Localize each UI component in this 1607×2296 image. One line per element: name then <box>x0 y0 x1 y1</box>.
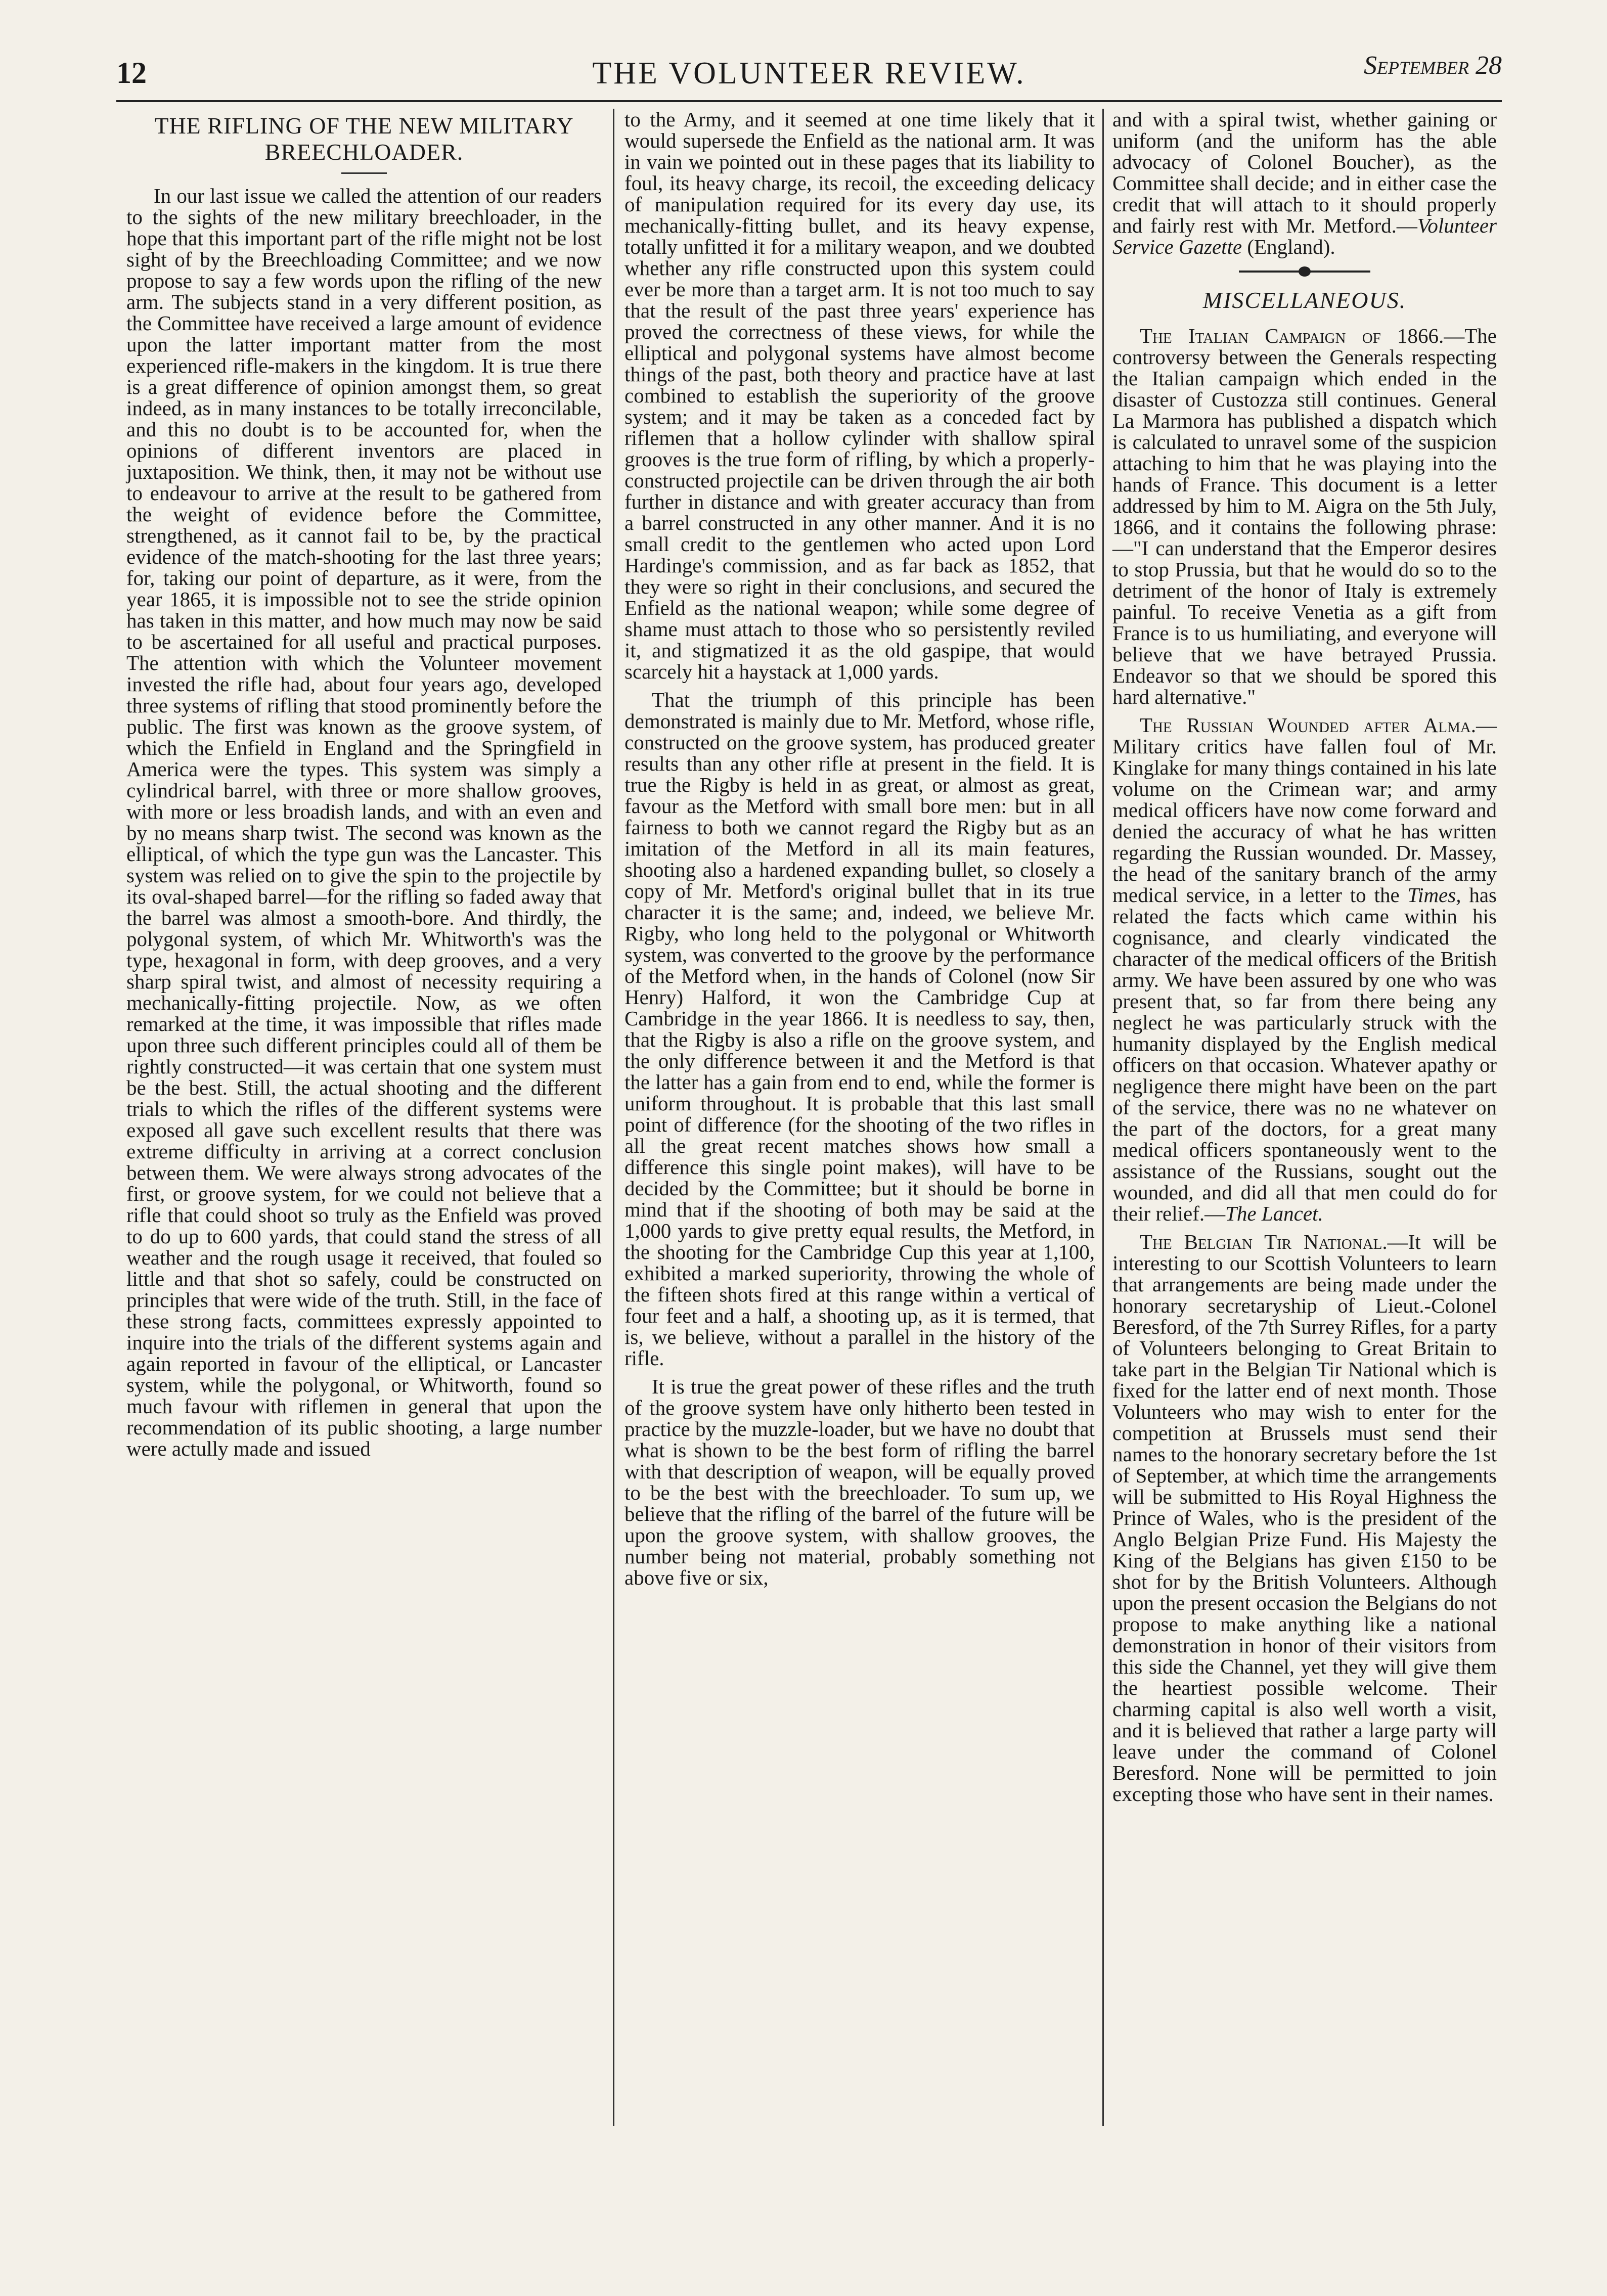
article-paragraph: In our last issue we called the attention of our readers to the sights of the new military breechloader, in the hope that this important part of the rifle might not be lost sight of by the Breechloading Committee; and we now propose to say a few words upon the rifling of the new arm. The subjects stand in a very different position, as the Committee have received a large amount of evidence upon the latter important matter from the most experienced rifle-makers in the kingdom. It is true there is a great difference of opinion amongst them, so great indeed, as in many instances to be totally irreconcilable, and this no doubt is to be accounted for, when the opinions of different inventors are placed in juxtaposition. We think, then, it may not be without use to endeavour to arrive at the result to be gathered from the weight of evidence before the Committee, strengthened, as it cannot fail to be, by the practical evidence of the match-shooting for the last three years; for, taking our point of departure, as it were, from the year 1865, it is impossible not to see the stride opinion has taken in this matter, and how much may now be said to be ascertained for all useful and practical purposes. The attention with which the Volunteer movement invested the rifle had, about four years ago, developed three systems of rifling that stood prominently before the public. The first was known as the groove system, of which the Enfield in England and the Springfield in America were the types. This system was simply a cylindrical barrel, with three or more shallow grooves, with more or less broadish lands, and with an even and by no means sharp twist. The second was known as the elliptical, of which the type gun was the Lancaster. This system was relied on to give the spin to the projectile by its oval-shaped barrel—for the rifling so faded away that the barrel was almost a smooth-bore. And thirdly, the polygonal system, of which Mr. Whitworth's was the type, hexagonal in form, with deep grooves, and a very sharp spiral twist, and almost of necessity requiring a mechanically-fitting projectile. Now, as we often remarked at the time, it was impossible that rifles made upon three such different principles could all of them be rightly constructed—it was certain that one system must be the best. Still, the actual shooting and the different trials to which the rifles of the different systems were exposed all gave such excellent results that there was extreme difficulty in arriving at a correct conclusion between them. We were always strong advocates of the first, or groove system, for we could not believe that a rifle that could shoot so truly as the Enfield was proved to do up to 600 yards, that could stand the stress of all weather and the rough usage it received, that fouled so little and that shot so safely, could be constructed on principles that were wide of the truth. Still, in the face of these strong facts, committees expressly appointed to inquire into the trials of the different systems again and again reported in favour of the elliptical, or Lancaster system, while the polygonal, or Whitworth, found so much favour with riflemen in general that upon the recommendation of its public shooting, a large number were actully made and issued <box>126 184 602 1460</box>
article-title: THE RIFLING OF THE NEW MILITARY BREECHLOADER. <box>154 113 574 165</box>
article-paragraph: That the triumph of this principle has been demonstrated is mainly due to Mr. Metford, whose rifle, constructed on the groove system, has produced greater results than any other rifle at present in the field. It is true the Rigby is held in as great, or almost as great, favour as the Metford with small bore men: but in all fairness to both we cannot regard the Rigby but as an imitation of the Metford in all its main features, shooting also a hardened expanding bullet, so closely a copy of Mr. Metford's original bullet that in its true character it is the same; and, indeed, we believe Mr. Rigby, who long held to the polygonal or Whitworth system, was converted to the groove by the performance of the Metford when, in the hands of Colonel (now Sir Henry) Halford, it won the Cambridge Cup at Cambridge in the year 1866. It is needless to say, then, that the Rigby is also a rifle on the groove system, and the only difference between it and the Metford is that the latter has a gain from end to end, while the former is uniform throughout. It is probable that this last small point of difference (for the shooting of the two rifles in all the great recent matches shows how small a difference this single point makes), will have to be decided by the Committee; but it should be borne in mind that if the shooting of both may be said at the 1,000 yards to give pretty equal results, the Metford, in the shooting for the Cambridge Cup this year at 1,100, exhibited a marked superiority, throwing the whole of the fifteen shots fired at this range within a vertical of four feet and a half, a shooting up, as it is termed, that is, we believe, without a parallel in the history of the rifle. <box>624 688 1095 1370</box>
misc-body-continued: has related the facts which came within his cognisance, and clearly vindicated the character of the medical officers of the British army. We have been assured by one who was present that, so far from there being any neglect he was particularly struck with the humanity displayed by the English medical officers on that occasion. Whatever apathy or negligence there might have been on the part of the service, there was no ne whatever on the part of the doctors, for a great many medical officers spontaneously went to the assistance of the Russians, sought out the wounded, and did all that men could do for their relief.— <box>1112 883 1497 1225</box>
misc-heading: The Italian Campaign of 1866. <box>1140 324 1444 347</box>
source-credit: The Lancet. <box>1225 1202 1323 1225</box>
header-rule <box>116 100 1502 102</box>
divider-ornament <box>1299 266 1311 277</box>
misc-item <box>1112 714 1497 1224</box>
article-paragraph: It is true the great power of these rifles and the truth of the groove system have only hitherto been tested in practice by the muzzle-loader, but we have no doubt that what is shown to be the best form of rifling the barrel with that description of weapon, will be equally proved to be the best with the breechloader. To sum up, we believe that the rifling of the barrel of the future will be upon the groove system, with shallow grooves, the number being not material, probably something not above five or six, <box>624 1375 1095 1589</box>
article-text: and with a spiral twist, whether gaining or uniform (and the uniform has the able advocacy of Colonel Boucher), as the Committee shall decide; and in either case the credit that will attach to it should properly and fairly rest with Mr. Metford.— <box>1112 108 1497 237</box>
issue-date: September 28 <box>1364 51 1502 80</box>
column-divider <box>613 109 614 2126</box>
newspaper-name: Times, <box>1407 883 1461 907</box>
article-paragraph: to the Army, and it seemed at one time likely that it would supersede the Enfield as the national arm. It was in vain we pointed out in these pages that its liability to foul, its heavy charge, its recoil, the exceeding delicacy of manipulation required for its every day use, its mechanically-fitting bullet, and its heavy expense, totally unfitted it for a military weapon, and we doubted whether any rifle constructed upon this system could ever be more than a target arm. It is not too much to say that the result of the past three years' experience has proved the correctness of these views, for while the elliptical and polygonal systems have almost become things of the past, both theory and practice have at last combined to establish the superiority of the groove system; and it may be taken as a conceded fact by riflemen that a hollow cylinder with shallow spiral grooves is the true form of rifling, by which a properly-constructed projectile can be driven through the air both further in distance and with greater accuracy than from a barrel constructed in any other manner. And it is no small credit to the gentlemen who acted upon Lord Hardinge's commission, and as far back as 1852, that they were so right in their conclusions, and secured the Enfield as the national weapon; while some degree of shame must attach to those who so persistently reviled it, and stigmatized it as the old gaspipe, that would scarcely hit a haystack at 1,000 yards. <box>624 108 1095 683</box>
column-divider <box>1102 109 1104 2126</box>
page-header <box>116 46 1502 101</box>
misc-body: —Military critics have fallen foul of Mr. Kinglake for many things contained in his late volume on the Crimean war; and army medical officers have now come forward and denied the accuracy of what he has written regarding the Russian wounded. Dr. Massey, the head of the sanitary branch of the army medical service, in a letter to the <box>1112 713 1497 907</box>
source-credit: Volunteer Service Gazette <box>1112 214 1497 258</box>
misc-item <box>1112 325 1497 707</box>
running-title: THE VOLUNTEER REVIEW. <box>592 56 1026 91</box>
misc-heading: The Belgian Tir National. <box>1140 1230 1388 1253</box>
section-title: MISCELLANEOUS. <box>1202 287 1407 313</box>
misc-body: —It will be interesting to our Scottish Volunteers to learn that arrangements are being made under the honorary secretaryship of Lieut.-Colonel Beresford, of the 7th Surrey Rifles, for a party of Volunteers belonging to Great Britain to take part in the Belgian Tir National which is fixed for the latter end of next month. Those Volunteers who may wish to enter for the competition at Brussels must send their names to the honorary secretary before the 1st of September, at which time the arrangements will be submitted to His Royal Highness the Prince of Wales, who is the president of the Anglo Belgian Prize Fund. His Majesty the King of the Belgians has given £150 to be shot for by the British Volunteers. Although upon the present occasion the Belgians do not propose to make anything like a national demonstration in honor of their visitors from this side the Channel, yet they will give them the heartiest possible welcome. Their charming capital is also well worth a visit, and it is believed that rather a large party will leave under the command of Colonel Beresford. None will be permitted to join excepting those who have sent in their names. <box>1112 1230 1497 1806</box>
article-paragraph <box>1112 109 1497 257</box>
column-1 <box>126 109 602 2131</box>
title-rule <box>341 172 387 174</box>
misc-heading: The Russian Wounded after Alma. <box>1140 713 1476 737</box>
misc-item <box>1112 1231 1497 1805</box>
misc-body: —The controversy between the Generals respecting the Italian campaign which ended in the disaster of Custozza still continues. General La Marmora has published a dispatch which is calculated to unravel some of the suspicion attaching to him that he was playing into the hands of France. This document is a letter addressed by him to M. Aigra on the 5th July, 1866, and it contains the following phrase:—"I can understand that the Emperor desires to stop Prussia, but that he would do so to the detriment of the honor of Italy is extremely painful. To receive Venetia as a gift from France is to us humiliating, and everyone will believe that we have betrayed Prussia. Endeavor so that we should be spored this hard alternative." <box>1112 324 1497 708</box>
column-2 <box>624 109 1095 2131</box>
source-suffix: (England). <box>1242 235 1335 258</box>
column-3 <box>1112 109 1497 2131</box>
page-number: 12 <box>116 56 147 89</box>
section-divider <box>1239 271 1370 273</box>
